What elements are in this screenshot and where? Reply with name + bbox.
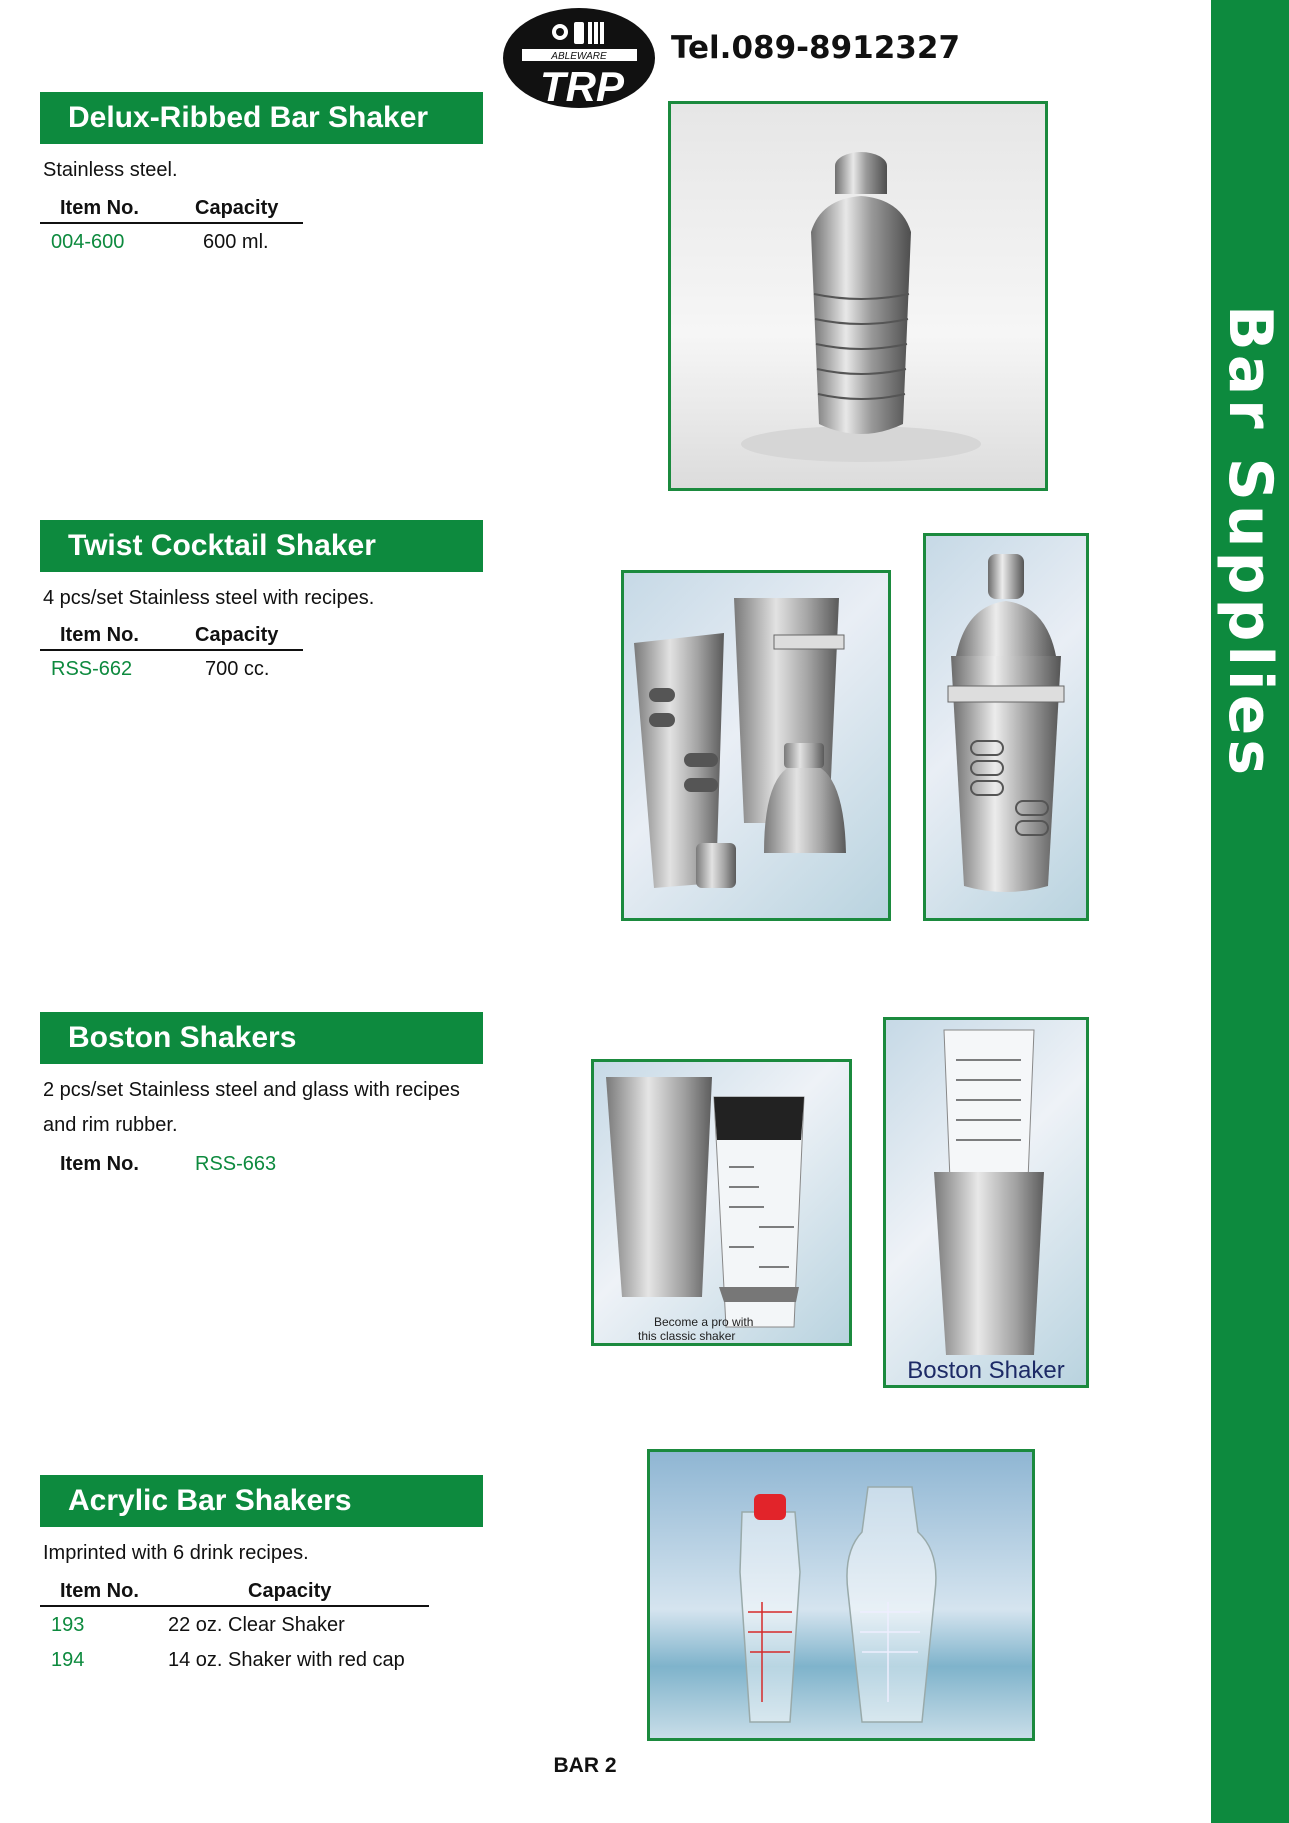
- photo-delux-ribbed-shaker: [668, 101, 1048, 491]
- capacity-value: 600 ml.: [203, 231, 269, 253]
- column-header-capacity: Capacity: [248, 1580, 332, 1602]
- svg-text:this classic shaker: this classic shaker: [638, 1329, 736, 1343]
- section-title-delux-ribbed: Delux-Ribbed Bar Shaker: [40, 92, 483, 144]
- column-header-item-no: Item No.: [60, 624, 139, 646]
- photo-twist-shaker-assembled: [923, 533, 1089, 921]
- svg-text:TRP: TRP: [540, 63, 624, 109]
- column-header-capacity: Capacity: [195, 624, 279, 646]
- section-description-line-2: and rim rubber.: [43, 1114, 178, 1136]
- page-footer: BAR 2: [553, 1754, 617, 1777]
- item-number: 194: [51, 1649, 85, 1671]
- item-number: 004-600: [51, 231, 125, 253]
- photo-acrylic-shakers: [647, 1449, 1035, 1741]
- section-description: Imprinted with 6 drink recipes.: [43, 1542, 309, 1564]
- section-description-line-1: 2 pcs/set Stainless steel and glass with recipes: [43, 1079, 460, 1101]
- item-number: 193: [51, 1614, 85, 1636]
- section-title-twist-cocktail: Twist Cocktail Shaker: [40, 520, 483, 572]
- column-header-capacity: Capacity: [195, 197, 279, 219]
- capacity-value: 14 oz. Shaker with red cap: [168, 1649, 405, 1671]
- column-header-item-no: Item No.: [60, 1153, 139, 1175]
- table-rule: [40, 222, 303, 224]
- column-header-item-no: Item No.: [60, 1580, 139, 1602]
- column-header-item-no: Item No.: [60, 197, 139, 219]
- section-title-boston: Boston Shakers: [40, 1012, 483, 1064]
- svg-text:Boston Shaker: Boston Shaker: [907, 1357, 1065, 1384]
- trp-logo: [502, 7, 657, 109]
- photo-boston-shaker-assembled: [883, 1017, 1089, 1388]
- table-rule: [40, 1605, 429, 1607]
- section-description: Stainless steel.: [43, 159, 178, 181]
- capacity-value: 700 cc.: [205, 658, 270, 680]
- section-title-acrylic: Acrylic Bar Shakers: [40, 1475, 483, 1527]
- photo-twist-shaker-set: [621, 570, 891, 921]
- phone-number: Tel.089-8912327: [671, 30, 961, 66]
- capacity-value: 22 oz. Clear Shaker: [168, 1614, 345, 1636]
- item-number: RSS-663: [195, 1153, 277, 1175]
- item-number: RSS-662: [51, 658, 133, 680]
- side-title: Bar Supplies: [1215, 304, 1286, 779]
- svg-text:ABLEWARE: ABLEWARE: [551, 51, 607, 62]
- section-description: 4 pcs/set Stainless steel with recipes.: [43, 587, 375, 609]
- svg-text:Become a pro with: Become a pro with: [654, 1315, 754, 1329]
- table-rule: [40, 649, 303, 651]
- photo-boston-shaker-set: [591, 1059, 852, 1346]
